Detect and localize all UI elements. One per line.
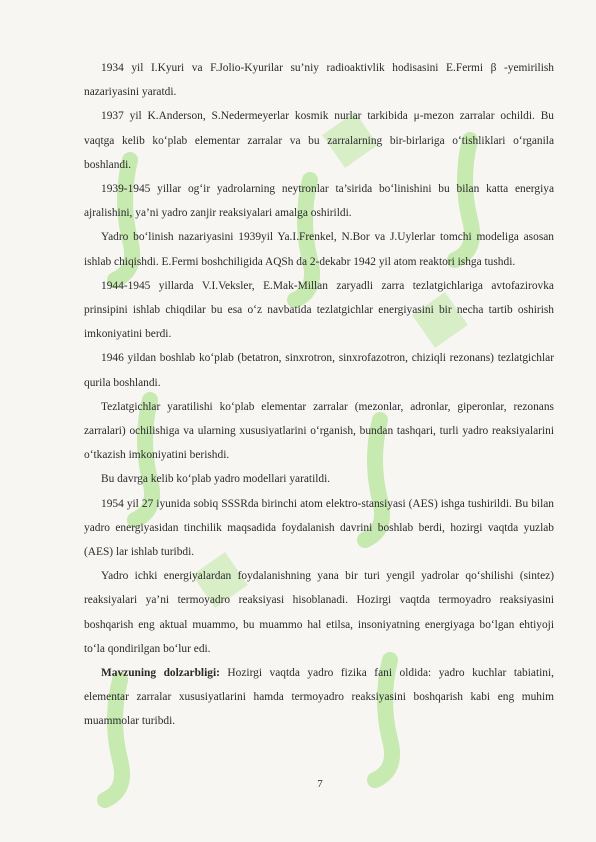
paragraph: Tezlatgichlar yaratilishi ko‘plab elementar zarralar (mezonlar, adronlar, giperonlar, rezonans zarralari) ochilishiga va ularning xususiyatlarini o‘rganish, bundan tashqari, turli yadro reaksiyalarini o‘tkazish imkoniyatini berishdi.: [84, 400, 554, 462]
paragraph: 1954 yil 27 iyunida sobiq SSSRda birinchi atom elektro-stansiyasi (AES) ishga tushirildi. Bu bilan yadro energiyasidan tinchilik maqsadida foydalanish davrini boshlab berdi, hozirgi vaqtda yuzlab (AES) lar ishlab turibdi.: [84, 497, 554, 559]
page-number: 7: [317, 778, 323, 790]
paragraph: Yadro bo‘linish nazariyasini 1939yil Ya.I.Frenkel, N.Bor va J.Uylerlar tomchi modeliga asosan ishlab chiqishdi. E.Fermi boshchiligida AQSh da 2-dekabr 1942 yil atom reaktori ishga tushdi.: [84, 231, 554, 268]
relevance-text: Hozirgi vaqtda yadro fizika fani oldida: yadro kuchlar tabiatini, elementar zarralar xususiyatlarini hamda termoyadro reaksiyasini boshqarish kabi eng muhim muammolar turibdi.: [84, 667, 554, 728]
paragraph-relevance: [84, 661, 554, 734]
paragraph: 1939-1945 yillar og‘ir yadrolarning neytronlar ta’sirida bo‘linishini bu bilan katta energiya ajralishini, ya’ni yadro zanjir reaksiyalari amalga oshirildi.: [84, 183, 554, 220]
paragraph: Bu davrga kelib ko‘plab yadro modellari yaratildi.: [101, 473, 331, 486]
document-body: [84, 56, 554, 734]
paragraph: 1944-1945 yillarda V.I.Veksler, E.Mak-Millan zaryadli zarra tezlatgichlariga avtofazirovka prinsipini ishlab chiqdilar bu esa o‘z navbatida tezlatgichlar energiyasini bir necha tartib oshirish imkoniyatini berdi.: [84, 279, 554, 341]
paragraph: 1946 yildan boshlab ko‘plab (betatron, sinxrotron, sinxrofazotron, chiziqli rezonans) tezlatgichlar qurila boshlandi.: [84, 352, 554, 389]
relevance-heading: Mavzuning dolzarbligi:: [101, 667, 220, 680]
paragraph: 1934 yil I.Kyuri va F.Jolio-Kyurilar su’niy radioaktivlik hodisasini E.Fermi β -yemirilish nazariyasini yaratdi.: [84, 62, 554, 99]
paragraph: 1937 yil K.Anderson, S.Nedermeyerlar kosmik nurlar tarkibida μ-mezon zarralar ochildi. Bu vaqtga kelib ko‘plab elementar zarralar va bu zarralarning bir-birlariga o‘tishliklari o‘rganila boshlandi.: [84, 110, 554, 171]
paragraph: Yadro ichki energiyalardan foydalanishning yana bir turi yengil yadrolar qo‘shilishi (sintez) reaksiyalari ya’ni termoyadro reaksiyasi hisoblanadi. Hozirgi vaqtda termoyadro reaksiyasini boshqarish eng aktual muammo, bu muammo hal etilsa, insoniyatning energiyaga bo‘lgan ehtiyoji to‘la qondirilgan bo‘lur edi.: [84, 570, 554, 655]
